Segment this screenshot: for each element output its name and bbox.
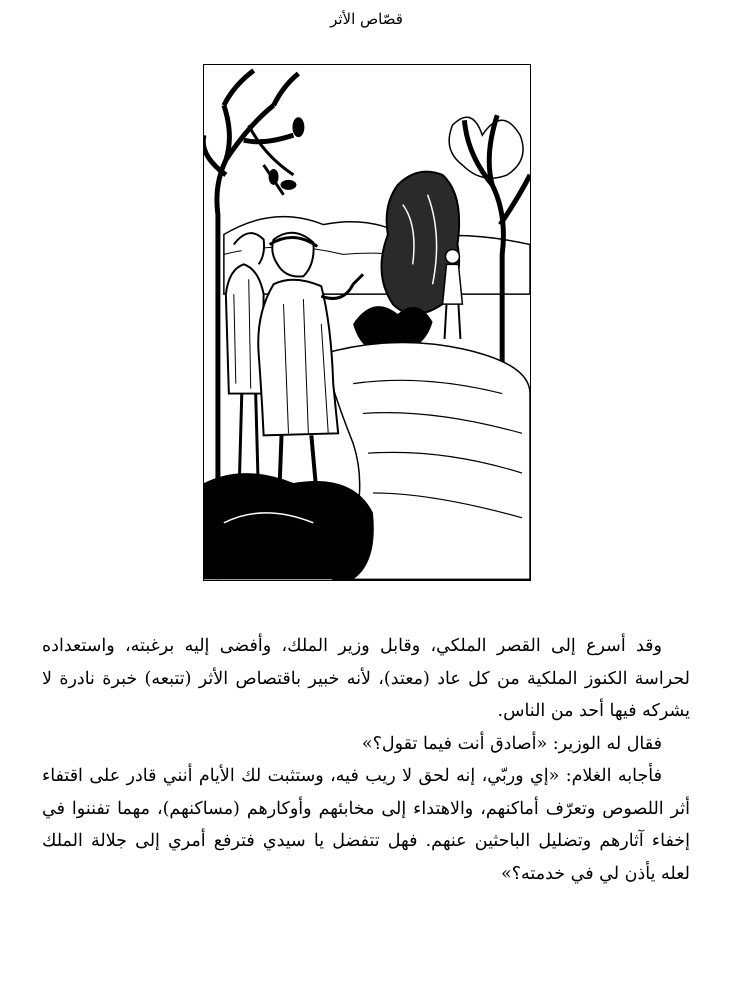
paragraph: فقال له الوزير: «أصادق أنت فيما تقول؟» [361, 733, 662, 754]
paragraph: وقد أسرع إلى القصر الملكي، وقابل وزير الملك، وأفضى إليه برغبته، واستعداده لحراسة الكنوز الملكية من كل عاد (معتد)، لأنه خبير باقتصاص الأثر (تتبعه) خبرة نادرة لا يشركه فيها أحد من الناس. [42, 636, 690, 721]
illustration-art [204, 65, 530, 580]
running-header: قصّاص الأثر [330, 10, 403, 28]
story-illustration [203, 64, 531, 581]
paragraph: فأجابه الغلام: «إي وربّي، إنه لحق لا ريب فيه، وستثبت لك الأيام أنني قادر على اقتفاء أثر اللصوص وتعرّف أماكنهم، والاهتداء إلى مخابئهم وأوكارهم (مساكنهم)، مهما تفننوا في إخفاء آثارهم وتضليل الباحثين عنهم. فهل تتفضل يا سيدي فترفع أمري إلى جلالة الملك لعله يأذن لي في خدمته؟» [42, 766, 690, 884]
story-text [42, 630, 690, 890]
